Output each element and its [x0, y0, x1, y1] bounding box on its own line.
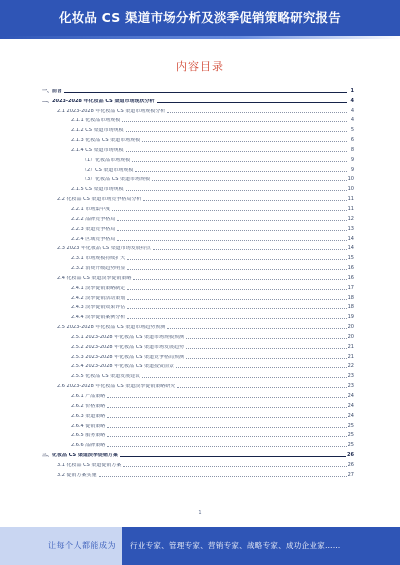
toc-entry-label: 2.1.3 化妆品 CS 渠道市场规模	[71, 138, 141, 144]
toc-leader-dots	[127, 299, 346, 300]
toc-heading: 内容目录	[176, 60, 224, 73]
toc-entry-page: 17	[347, 284, 354, 291]
toc-leader-dots	[126, 190, 347, 191]
toc-entry[interactable]	[42, 232, 354, 242]
toc-entry[interactable]	[42, 104, 354, 114]
toc-leader-dots	[112, 210, 346, 211]
toc-leader-dots	[117, 240, 346, 241]
toc-leader-dots	[167, 328, 346, 329]
toc-leader-dots	[176, 367, 347, 368]
toc-entry[interactable]	[42, 281, 354, 291]
footer-slogan: 让每个人都能成为	[48, 541, 116, 550]
toc-entry-label: （1）化妆品市场规模	[82, 157, 131, 163]
toc-entry-label: 2.1.4 CS 渠道市场规模	[71, 147, 124, 153]
toc-entry[interactable]	[42, 143, 354, 153]
toc-entry-page: 11	[347, 196, 354, 203]
toc-entry-label: 二、2023-2028 年化妆品 CS 渠道市场现状分析	[42, 98, 155, 104]
toc-entry[interactable]	[42, 340, 354, 350]
toc-entry-page: 24	[347, 402, 354, 409]
toc-entry-label: 2.6.6 品牌策略	[71, 443, 106, 449]
toc-entry-label: 三、化妆品 CS 渠道淡季促销方案	[42, 453, 118, 459]
toc-entry-page: 20	[347, 333, 354, 340]
toc-entry-label: 2.1 2023-2028 年化妆品 CS 渠道市场规模分析	[57, 108, 166, 114]
toc-leader-dots	[133, 279, 346, 280]
toc-entry[interactable]	[42, 173, 354, 183]
toc-entry[interactable]	[42, 320, 354, 330]
toc-entry[interactable]	[42, 429, 354, 439]
toc-entry-page: 26	[347, 452, 354, 459]
toc-entry-label: 2.4.3 淡季促销效果评估	[71, 305, 126, 311]
toc-leader-dots	[107, 436, 346, 437]
toc-entry[interactable]	[42, 399, 354, 409]
toc-entry-page: 25	[347, 442, 354, 449]
toc-entry[interactable]	[42, 389, 354, 399]
toc-entry[interactable]	[42, 301, 354, 311]
toc-entry[interactable]	[42, 114, 354, 124]
toc-leader-dots	[117, 230, 346, 231]
header-stripe	[0, 36, 400, 39]
toc-leader-dots	[107, 407, 346, 408]
toc-entry-label: 2.6.3 渠道策略	[71, 413, 106, 419]
toc-leader-dots	[107, 446, 346, 447]
toc-entry[interactable]	[42, 291, 354, 301]
toc-leader-dots	[152, 180, 347, 181]
toc-leader-dots	[186, 348, 347, 349]
toc-entry-page: 6	[350, 137, 354, 144]
toc-leader-dots	[135, 171, 347, 172]
toc-leader-dots	[107, 417, 346, 418]
page-number: 1	[198, 510, 202, 516]
toc-entry-label: 2.6.4 促销策略	[71, 423, 106, 429]
toc-entry-page: 23	[347, 373, 354, 380]
toc-leader-dots	[107, 397, 346, 398]
toc-leader-dots	[117, 220, 346, 221]
toc-entry-page: 12	[347, 215, 354, 222]
toc-entry-label: 2.5 2023-2028 年化妆品 CS 渠道市场趋势预测	[57, 325, 166, 331]
toc-entry[interactable]	[42, 153, 354, 163]
toc-leader-dots	[122, 121, 347, 122]
toc-entry[interactable]	[42, 163, 354, 173]
toc-leader-dots	[107, 427, 346, 428]
toc-entry-page: 26	[347, 461, 354, 468]
toc-entry-label: 2.5.2 2023-2028 年化妆品 CS 渠道市场发展趋势	[71, 344, 184, 350]
toc-entry-page: 25	[347, 422, 354, 429]
toc-entry-label: 2.6.2 价格策略	[71, 403, 106, 409]
toc-entry-page: 20	[347, 324, 354, 331]
toc-entry-label: 2.6 2023-2028 年化妆品 CS 渠道淡季促销策略研究	[57, 384, 176, 390]
toc-entry-label: 2.6.1 产品策略	[71, 394, 106, 399]
toc-entry-page: 15	[347, 255, 354, 262]
toc-entry[interactable]	[42, 438, 354, 448]
toc-leader-dots	[127, 318, 346, 319]
toc-entry-page: 13	[347, 225, 354, 232]
toc-leader-dots	[127, 289, 346, 290]
toc-entry[interactable]	[42, 468, 354, 478]
toc-entry[interactable]	[42, 409, 354, 419]
toc-entry-page: 16	[347, 274, 354, 281]
toc-entry[interactable]	[42, 202, 354, 212]
toc-entry[interactable]	[42, 419, 354, 429]
header-bar	[0, 0, 400, 36]
toc-entry[interactable]	[42, 212, 354, 222]
toc-leader-dots	[127, 259, 346, 260]
toc-entry-label: 2.1.2 CS 渠道市场规模	[71, 128, 124, 134]
toc-entry-page: 4	[350, 107, 354, 114]
toc-entry[interactable]	[42, 369, 354, 379]
toc-entry-label: 2.2 化妆品 CS 渠道市场竞争格局分析	[57, 197, 142, 203]
toc-entry[interactable]	[42, 379, 354, 389]
toc-leader-dots	[132, 161, 347, 162]
toc-leader-dots	[142, 141, 347, 142]
toc-entry-label: 2.1.1 化妆品市场规模	[71, 118, 121, 124]
toc-leader-dots	[127, 269, 346, 270]
toc-entry[interactable]	[42, 251, 354, 261]
toc-entry-page: 23	[347, 383, 354, 390]
toc-leader-dots	[177, 387, 346, 388]
toc-entry[interactable]	[42, 330, 354, 340]
toc-entry-page: 5	[350, 127, 354, 134]
footer-tagline: 行业专家、管理专家、营销专家、战略专家、成功企业家……	[130, 541, 341, 550]
toc-entry-label: 2.3 2023 年化妆品 CS 渠道市场发展特点	[57, 246, 151, 252]
toc-entry-page: 27	[347, 471, 354, 478]
toc-entry-page: 16	[347, 265, 354, 272]
toc-entry-label: 2.5.1 2023-2028 年化妆品 CS 渠道市场规模预测	[71, 334, 184, 340]
toc-entry-label: 2.4.1 淡季促销策略制定	[71, 285, 126, 291]
footer-bar	[0, 527, 400, 565]
toc-entry-page: 14	[347, 245, 354, 252]
toc-entry[interactable]	[42, 192, 354, 202]
toc-entry-page: 18	[347, 294, 354, 301]
toc-entry[interactable]	[42, 182, 354, 192]
toc-entry-label: 2.6.5 服务策略	[71, 433, 106, 439]
toc-entry-page: 9	[350, 166, 354, 173]
toc-entry[interactable]	[42, 261, 354, 271]
toc-entry-label: 2.3.2 消费升级趋势明显	[71, 266, 126, 272]
toc-entry-label: 2.4.4 淡季促销案例分析	[71, 315, 126, 321]
toc-entry[interactable]	[42, 350, 354, 360]
toc-entry-page: 25	[347, 432, 354, 439]
toc-entry-label: 2.2.2 品牌竞争格局	[71, 216, 116, 222]
toc-entry-label: 2.2.1 市场集中度	[71, 206, 111, 212]
toc-entry[interactable]	[42, 310, 354, 320]
toc-entry[interactable]	[42, 123, 354, 133]
toc-entry-page: 22	[347, 363, 354, 370]
toc-entry-label: 2.3.1 市场规模持续扩大	[71, 256, 126, 262]
toc-entry[interactable]	[42, 360, 354, 370]
document-title: 化妆品 CS 渠道市场分析及淡季促销策略研究报告	[59, 10, 341, 25]
toc-leader-dots	[167, 112, 347, 113]
toc-entry-label: 2.1.5 CS 渠道市场规模	[71, 187, 124, 193]
toc-entry[interactable]	[42, 94, 354, 104]
toc-entry-label: 2.5.4 2023-2028 年化妆品 CS 渠道投资前景	[71, 364, 174, 370]
toc-entry-label: 3.2 促销方案实施	[57, 472, 97, 478]
toc-entry-page: 4	[350, 117, 354, 124]
toc-entry-label: 一、前言	[42, 88, 63, 94]
toc-entry[interactable]	[42, 242, 354, 252]
toc-entry-label: （3）化妆品 CS 渠道市场规模	[82, 177, 151, 183]
toc-leader-dots	[120, 456, 346, 457]
toc-entry-page: 24	[347, 393, 354, 399]
toc-leader-dots	[186, 358, 347, 359]
toc-leader-dots	[126, 131, 347, 132]
toc-entry-page: 19	[347, 314, 354, 321]
toc-leader-dots	[157, 102, 348, 103]
toc-entry[interactable]	[42, 271, 354, 281]
toc-entry-page: 8	[350, 146, 354, 153]
toc-entry-label: 2.5.5 化妆品 CS 渠道发展建议	[71, 374, 141, 380]
toc-entry-label: （2）CS 渠道市场规模	[82, 167, 134, 173]
toc-entry-label: 2.2.3 渠道竞争格局	[71, 226, 116, 232]
toc-entry-page: 18	[347, 304, 354, 311]
toc-leader-dots	[153, 249, 347, 250]
toc-leader-dots	[186, 338, 347, 339]
toc-entry-page: 4	[350, 97, 354, 104]
toc-entry-label: 2.2.4 区域竞争格局	[71, 236, 116, 242]
toc-entry-page: 9	[350, 156, 354, 163]
toc-entry-page: 1	[350, 87, 354, 94]
toc-entry[interactable]	[42, 133, 354, 143]
toc-leader-dots	[127, 308, 346, 309]
table-of-contents	[42, 84, 354, 478]
toc-entry-label: 2.5.3 2023-2028 年化妆品 CS 渠道竞争格局预测	[71, 354, 184, 360]
toc-leader-dots	[99, 476, 347, 477]
toc-entry-label: 2.4.2 淡季促销活动策划	[71, 295, 126, 301]
toc-entry-page: 10	[347, 186, 354, 193]
toc-entry-page: 21	[347, 353, 354, 360]
toc-leader-dots	[123, 466, 346, 467]
toc-entry-page: 24	[347, 412, 354, 419]
toc-entry-label: 2.4 化妆品 CS 渠道淡季促销策略	[57, 275, 132, 281]
toc-leader-dots	[143, 200, 346, 201]
toc-entry[interactable]	[42, 458, 354, 468]
toc-leader-dots	[142, 377, 346, 378]
toc-entry-page: 11	[347, 205, 354, 212]
toc-leader-dots	[126, 151, 347, 152]
toc-entry-page: 10	[347, 176, 354, 183]
toc-entry-label: 3.1 化妆品 CS 渠道促销方案	[57, 462, 122, 468]
toc-entry[interactable]	[42, 84, 354, 94]
toc-entry[interactable]	[42, 448, 354, 458]
toc-entry[interactable]	[42, 222, 354, 232]
toc-entry-page: 21	[347, 343, 354, 350]
toc-entry-page: 14	[347, 235, 354, 242]
toc-leader-dots	[64, 92, 347, 93]
